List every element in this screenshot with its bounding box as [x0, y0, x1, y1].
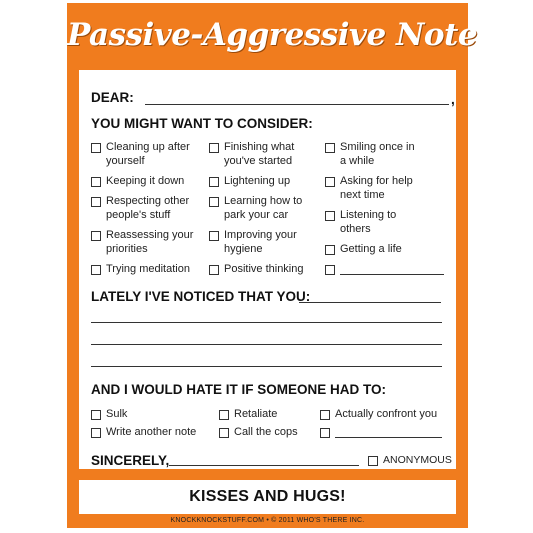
checkbox[interactable] [209, 265, 219, 275]
checkbox[interactable] [368, 456, 378, 466]
noticed-line[interactable] [91, 366, 442, 367]
noticed-line[interactable] [91, 322, 442, 323]
checkbox[interactable] [325, 245, 335, 255]
option-checkbox[interactable]: Lightening up [209, 175, 290, 189]
checkbox[interactable] [325, 143, 335, 153]
hate-heading: AND I WOULD HATE IT IF SOMEONE HAD TO: [91, 382, 386, 397]
anonymous-checkbox[interactable]: ANONYMOUS [368, 454, 452, 468]
noticed-line[interactable] [91, 344, 442, 345]
custom-option[interactable] [320, 426, 442, 438]
checkbox[interactable] [209, 143, 219, 153]
checkbox[interactable] [209, 231, 219, 241]
checkbox[interactable] [91, 197, 101, 207]
checkbox[interactable] [320, 428, 330, 438]
dear-label: DEAR: [91, 90, 134, 105]
checkbox[interactable] [91, 428, 101, 438]
option-checkbox[interactable]: Listening to others [325, 209, 396, 236]
option-checkbox[interactable]: Learning how to park your car [209, 195, 302, 222]
option-checkbox[interactable]: Asking for help next time [325, 175, 413, 202]
checkbox[interactable] [325, 177, 335, 187]
noticed-field[interactable] [299, 302, 441, 303]
custom-option[interactable] [325, 263, 444, 275]
sincerely-label: SINCERELY, [91, 453, 170, 468]
closing-banner: KISSES AND HUGS! [79, 480, 456, 514]
notepad [67, 3, 478, 528]
noticed-heading: LATELY I'VE NOTICED THAT YOU: [91, 289, 311, 304]
checkbox[interactable] [219, 410, 229, 420]
option-checkbox[interactable]: Call the cops [219, 426, 298, 440]
checkbox[interactable] [325, 265, 335, 275]
checkbox[interactable] [219, 428, 229, 438]
option-checkbox[interactable]: Reassessing your priorities [91, 229, 193, 256]
footer-credit: KNOCKKNOCKSTUFF.COM • © 2011 WHO'S THERE INC. [170, 517, 365, 524]
option-checkbox[interactable]: Retaliate [219, 408, 277, 422]
checkbox[interactable] [91, 265, 101, 275]
option-checkbox[interactable]: Sulk [91, 408, 127, 422]
option-checkbox[interactable]: Cleaning up after yourself [91, 141, 190, 168]
option-checkbox[interactable]: Trying meditation [91, 263, 190, 277]
option-checkbox[interactable]: Actually confront you [320, 408, 437, 422]
checkbox[interactable] [91, 231, 101, 241]
option-checkbox[interactable]: Keeping it down [91, 175, 184, 189]
option-checkbox[interactable]: Getting a life [325, 243, 402, 257]
checkbox[interactable] [91, 143, 101, 153]
consider-heading: YOU MIGHT WANT TO CONSIDER: [91, 116, 313, 131]
note-title: Passive-Aggressive Note [67, 17, 478, 53]
custom-option-field[interactable] [335, 437, 442, 438]
note-form [79, 70, 456, 469]
option-checkbox[interactable]: Finishing what you've started [209, 141, 294, 168]
checkbox[interactable] [91, 410, 101, 420]
option-checkbox[interactable]: Positive thinking [209, 263, 304, 277]
option-checkbox[interactable]: Smiling once in a while [325, 141, 415, 168]
checkbox[interactable] [320, 410, 330, 420]
checkbox[interactable] [209, 197, 219, 207]
dear-field[interactable] [145, 104, 449, 105]
custom-option-field[interactable] [340, 274, 444, 275]
option-checkbox[interactable]: Write another note [91, 426, 196, 440]
checkbox[interactable] [91, 177, 101, 187]
signature-field[interactable] [169, 465, 359, 466]
option-checkbox[interactable]: Respecting other people's stuff [91, 195, 189, 222]
dear-comma: , [451, 92, 455, 107]
checkbox[interactable] [325, 211, 335, 221]
option-checkbox[interactable]: Improving your hygiene [209, 229, 297, 256]
checkbox[interactable] [209, 177, 219, 187]
